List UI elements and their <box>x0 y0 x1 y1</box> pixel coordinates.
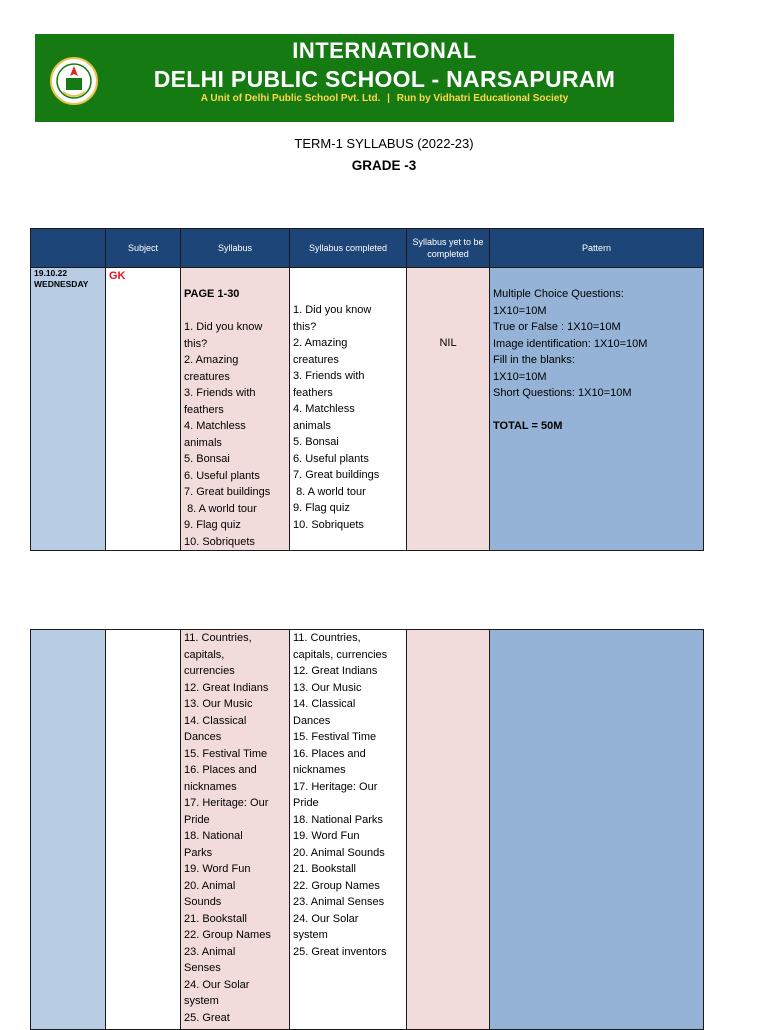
list-item: 9. Flag quiz <box>293 502 350 514</box>
list-item: 1. Did you know <box>293 304 372 316</box>
header-subject: Subject <box>106 229 181 268</box>
list-item: 23. Animal <box>184 945 236 958</box>
list-item: 24. Our Solar <box>293 912 359 925</box>
banner-subtitle-sep: | <box>387 93 390 104</box>
list-item: 15. Festival Time <box>184 747 268 760</box>
list-item: 11. Countries, <box>293 632 361 644</box>
list-item: system <box>293 929 328 941</box>
list-item: 25. Great <box>184 1011 230 1024</box>
list-item: 3. Friends with <box>293 370 365 382</box>
list-item: creatures <box>293 353 339 366</box>
list-item: Parks <box>184 846 213 859</box>
list-item: 18. National Parks <box>293 813 383 826</box>
list-item: True or False : 1X10=10M <box>493 321 621 333</box>
list-item: 14. Classical <box>293 698 356 710</box>
list-item: 22. Group Names <box>293 879 380 892</box>
list-item: creatures <box>184 370 230 383</box>
table-header-row <box>31 229 704 268</box>
list-item: capitals, currencies <box>293 648 388 661</box>
yet-cell <box>407 268 490 551</box>
list-item: 20. Animal <box>184 879 236 892</box>
list-item: Senses <box>184 962 221 974</box>
syllabus-cell <box>181 268 290 551</box>
list-item: Short Questions: 1X10=10M <box>493 387 632 399</box>
list-item: Sounds <box>184 896 222 908</box>
list-item: animals <box>293 419 331 432</box>
date-cell <box>31 268 106 551</box>
table-row <box>31 630 704 1030</box>
list-item: 21. Bookstall <box>184 912 247 925</box>
list-item: Multiple Choice Questions: <box>493 288 624 300</box>
list-item: Pride <box>293 797 319 809</box>
header-date <box>31 229 106 268</box>
syllabus-list <box>184 630 286 1026</box>
list-item: 1. Did you know <box>184 321 263 333</box>
list-item: 9. Flag quiz <box>184 519 241 531</box>
list-item: 5. Bonsai <box>184 453 230 465</box>
completed-cell <box>290 268 407 551</box>
school-banner <box>35 34 674 122</box>
list-item: animals <box>184 436 222 449</box>
list-item: feathers <box>184 403 224 416</box>
grade-title: GRADE -3 <box>351 158 417 173</box>
syllabus-cell <box>181 630 290 1030</box>
list-item: feathers <box>293 386 333 399</box>
list-item: 5. Bonsai <box>293 436 339 448</box>
list-item: 1X10=10M <box>493 370 547 383</box>
syllabus-title: TERM-1 SYLLABUS (2022-23) <box>294 136 474 151</box>
list-item: 15. Festival Time <box>293 731 377 743</box>
list-item: 7. Great buildings <box>293 469 380 481</box>
syllabus-heading: PAGE 1-30 <box>184 288 240 300</box>
list-item: 6. Useful plants <box>184 469 260 482</box>
list-item: 13. Our Music <box>293 681 362 694</box>
pattern-cell <box>490 268 704 551</box>
list-item: 25. Great inventors <box>293 945 387 958</box>
list-item: 19. Word Fun <box>184 863 251 875</box>
list-item: 8. A world tour <box>293 485 366 498</box>
list-item: this? <box>184 337 208 350</box>
list-item: 24. Our Solar <box>184 978 250 991</box>
subject-cell <box>106 630 181 1030</box>
exam-day: WEDNESDAY <box>34 279 89 289</box>
header-pattern: Pattern <box>490 229 704 268</box>
list-item: 7. Great buildings <box>184 486 271 498</box>
header-syllabus: Syllabus <box>181 229 290 268</box>
banner-school-name: DELHI PUBLIC SCHOOL - NARSAPURAM <box>153 66 616 92</box>
pattern-total: TOTAL = 50M <box>493 420 563 432</box>
list-item: 17. Heritage: Our <box>184 797 269 809</box>
list-item: Dances <box>184 731 222 743</box>
list-item: system <box>184 995 219 1007</box>
list-item: 16. Places and <box>293 747 366 760</box>
list-item: 4. Matchless <box>184 420 246 432</box>
list-item: Pride <box>184 813 210 826</box>
completed-list <box>293 302 403 533</box>
subject-cell: GK <box>106 268 181 551</box>
list-item: 20. Animal Sounds <box>293 846 385 859</box>
header-completed: Syllabus completed <box>290 229 407 268</box>
list-item: 2. Amazing <box>184 354 239 366</box>
syllabus-list <box>184 319 286 550</box>
list-item: nicknames <box>293 764 346 776</box>
list-item: 11. Countries, <box>184 632 252 644</box>
list-item: 10. Sobriquets <box>184 535 255 548</box>
list-item: capitals, <box>184 648 225 661</box>
yet-value: NIL <box>439 337 457 349</box>
list-item: 16. Places and <box>184 764 257 776</box>
header-yet: Syllabus yet to be completed <box>407 229 490 268</box>
syllabus-table <box>30 228 704 551</box>
list-item: 17. Heritage: Our <box>293 780 378 793</box>
list-item: 12. Great Indians <box>184 681 269 694</box>
list-item: 1X10=10M <box>493 304 547 317</box>
completed-cell <box>290 630 407 1030</box>
list-item: currencies <box>184 665 235 677</box>
list-item: this? <box>293 320 317 333</box>
list-item: 23. Animal Senses <box>293 896 385 908</box>
banner-subtitle-b: Run by Vidhatri Educational Society <box>396 93 569 104</box>
completed-list <box>293 630 403 960</box>
list-item: Image identification: 1X10=10M <box>493 337 648 350</box>
list-item: 12. Great Indians <box>293 665 378 677</box>
date-cell <box>31 630 106 1030</box>
list-item: 22. Group Names <box>184 929 271 941</box>
list-item: 6. Useful plants <box>293 452 369 465</box>
list-item: 19. Word Fun <box>293 830 360 842</box>
list-item: nicknames <box>184 780 237 793</box>
pattern-cell <box>490 630 704 1030</box>
yet-cell <box>407 630 490 1030</box>
list-item: 3. Friends with <box>184 387 256 399</box>
list-item: 4. Matchless <box>293 403 355 415</box>
list-item: 21. Bookstall <box>293 863 356 875</box>
pattern-list <box>493 286 700 402</box>
list-item: Fill in the blanks: <box>493 354 575 366</box>
banner-subtitle-a: A Unit of Delhi Public School Pvt. Ltd. <box>200 93 381 104</box>
list-item: 8. A world tour <box>184 502 257 515</box>
list-item: 14. Classical <box>184 714 247 727</box>
list-item: Dances <box>293 714 331 727</box>
list-item: 18. National <box>184 830 243 842</box>
table-row <box>31 268 704 551</box>
syllabus-table-continued <box>30 629 704 1030</box>
list-item: 13. Our Music <box>184 698 253 710</box>
banner-subtitle <box>35 93 674 104</box>
exam-date: 19.10.22 <box>34 268 68 278</box>
banner-line-1: INTERNATIONAL <box>292 38 477 63</box>
list-item: 2. Amazing <box>293 337 348 349</box>
list-item: 10. Sobriquets <box>293 518 364 531</box>
